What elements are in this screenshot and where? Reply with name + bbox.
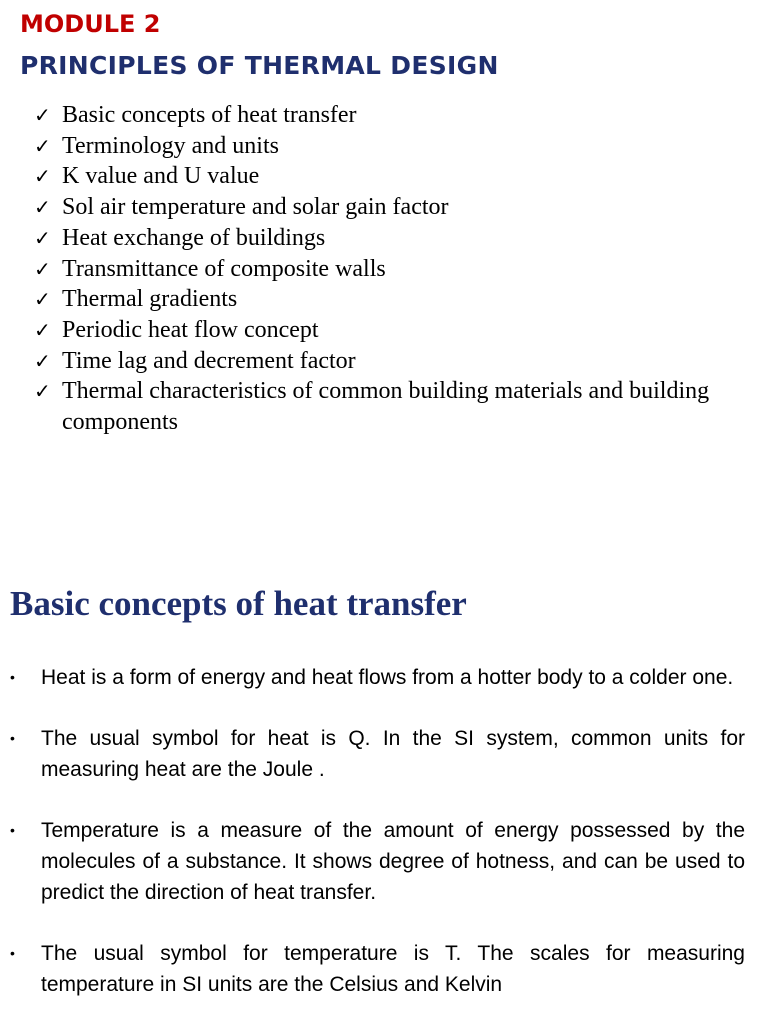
bullet-text: Temperature is a measure of the amount of energy possessed by the molecules of a substance. It shows degree of hotness, and can be used to predict the direction of heat transfer. (41, 819, 745, 904)
checklist-item (34, 131, 724, 162)
checklist-item (34, 284, 724, 315)
checklist-item (34, 346, 724, 377)
checklist-item-text: Thermal characteristics of common building materials and building components (62, 378, 710, 436)
bullet-icon: • (10, 730, 15, 746)
checklist-item (34, 254, 724, 285)
module-title: PRINCIPLES OF THERMAL DESIGN (20, 51, 499, 80)
checkmark-icon: ✓ (34, 164, 51, 189)
checklist-item (34, 100, 724, 131)
checklist-item-text: Thermal gradients (62, 286, 238, 313)
checkmark-icon: ✓ (34, 103, 51, 127)
checklist-item-text: Terminology and units (62, 132, 279, 159)
checkmark-icon: ✓ (34, 379, 51, 404)
topic-checklist (34, 100, 724, 438)
checklist-item (34, 161, 724, 192)
bullet-icon: • (10, 945, 15, 961)
checkmark-icon: ✓ (34, 348, 51, 373)
bullet-list (10, 662, 745, 1024)
checklist-item-text: Basic concepts of heat transfer (62, 102, 357, 128)
checklist-item-text: Time lag and decrement factor (62, 347, 356, 374)
checklist-item (34, 315, 724, 346)
checkmark-icon: ✓ (34, 195, 51, 220)
checklist-item-text: Sol air temperature and solar gain factor (62, 194, 449, 221)
module-label: MODULE 2 (20, 10, 161, 38)
bullet-item (10, 815, 745, 908)
checkmark-icon: ✓ (34, 133, 51, 158)
checklist-item-text: K value and U value (62, 163, 260, 190)
checklist-item (34, 223, 724, 254)
bullet-item (10, 938, 745, 1000)
bullet-icon: • (10, 669, 15, 685)
bullet-text: Heat is a form of energy and heat flows from a hotter body to a colder one. (41, 666, 734, 689)
section-heading: Basic concepts of heat transfer (10, 584, 467, 623)
checklist-item-text: Periodic heat flow concept (62, 316, 319, 343)
bullet-text: The usual symbol for temperature is T. The scales for measuring temperature in SI units are the Celsius and Kelvin (41, 942, 745, 996)
bullet-item (10, 662, 745, 693)
checklist-item (34, 192, 724, 223)
checklist-item (34, 376, 724, 437)
checklist-item-text: Transmittance of composite walls (62, 255, 386, 282)
checklist-item-text: Heat exchange of buildings (62, 224, 326, 251)
checkmark-icon: ✓ (34, 256, 51, 281)
bullet-icon: • (10, 822, 15, 838)
checkmark-icon: ✓ (34, 317, 51, 342)
bullet-text: The usual symbol for heat is Q. In the SI system, common units for measuring heat are the Joule . (41, 727, 745, 781)
bullet-item (10, 723, 745, 785)
checkmark-icon: ✓ (34, 225, 51, 250)
checkmark-icon: ✓ (34, 287, 51, 312)
